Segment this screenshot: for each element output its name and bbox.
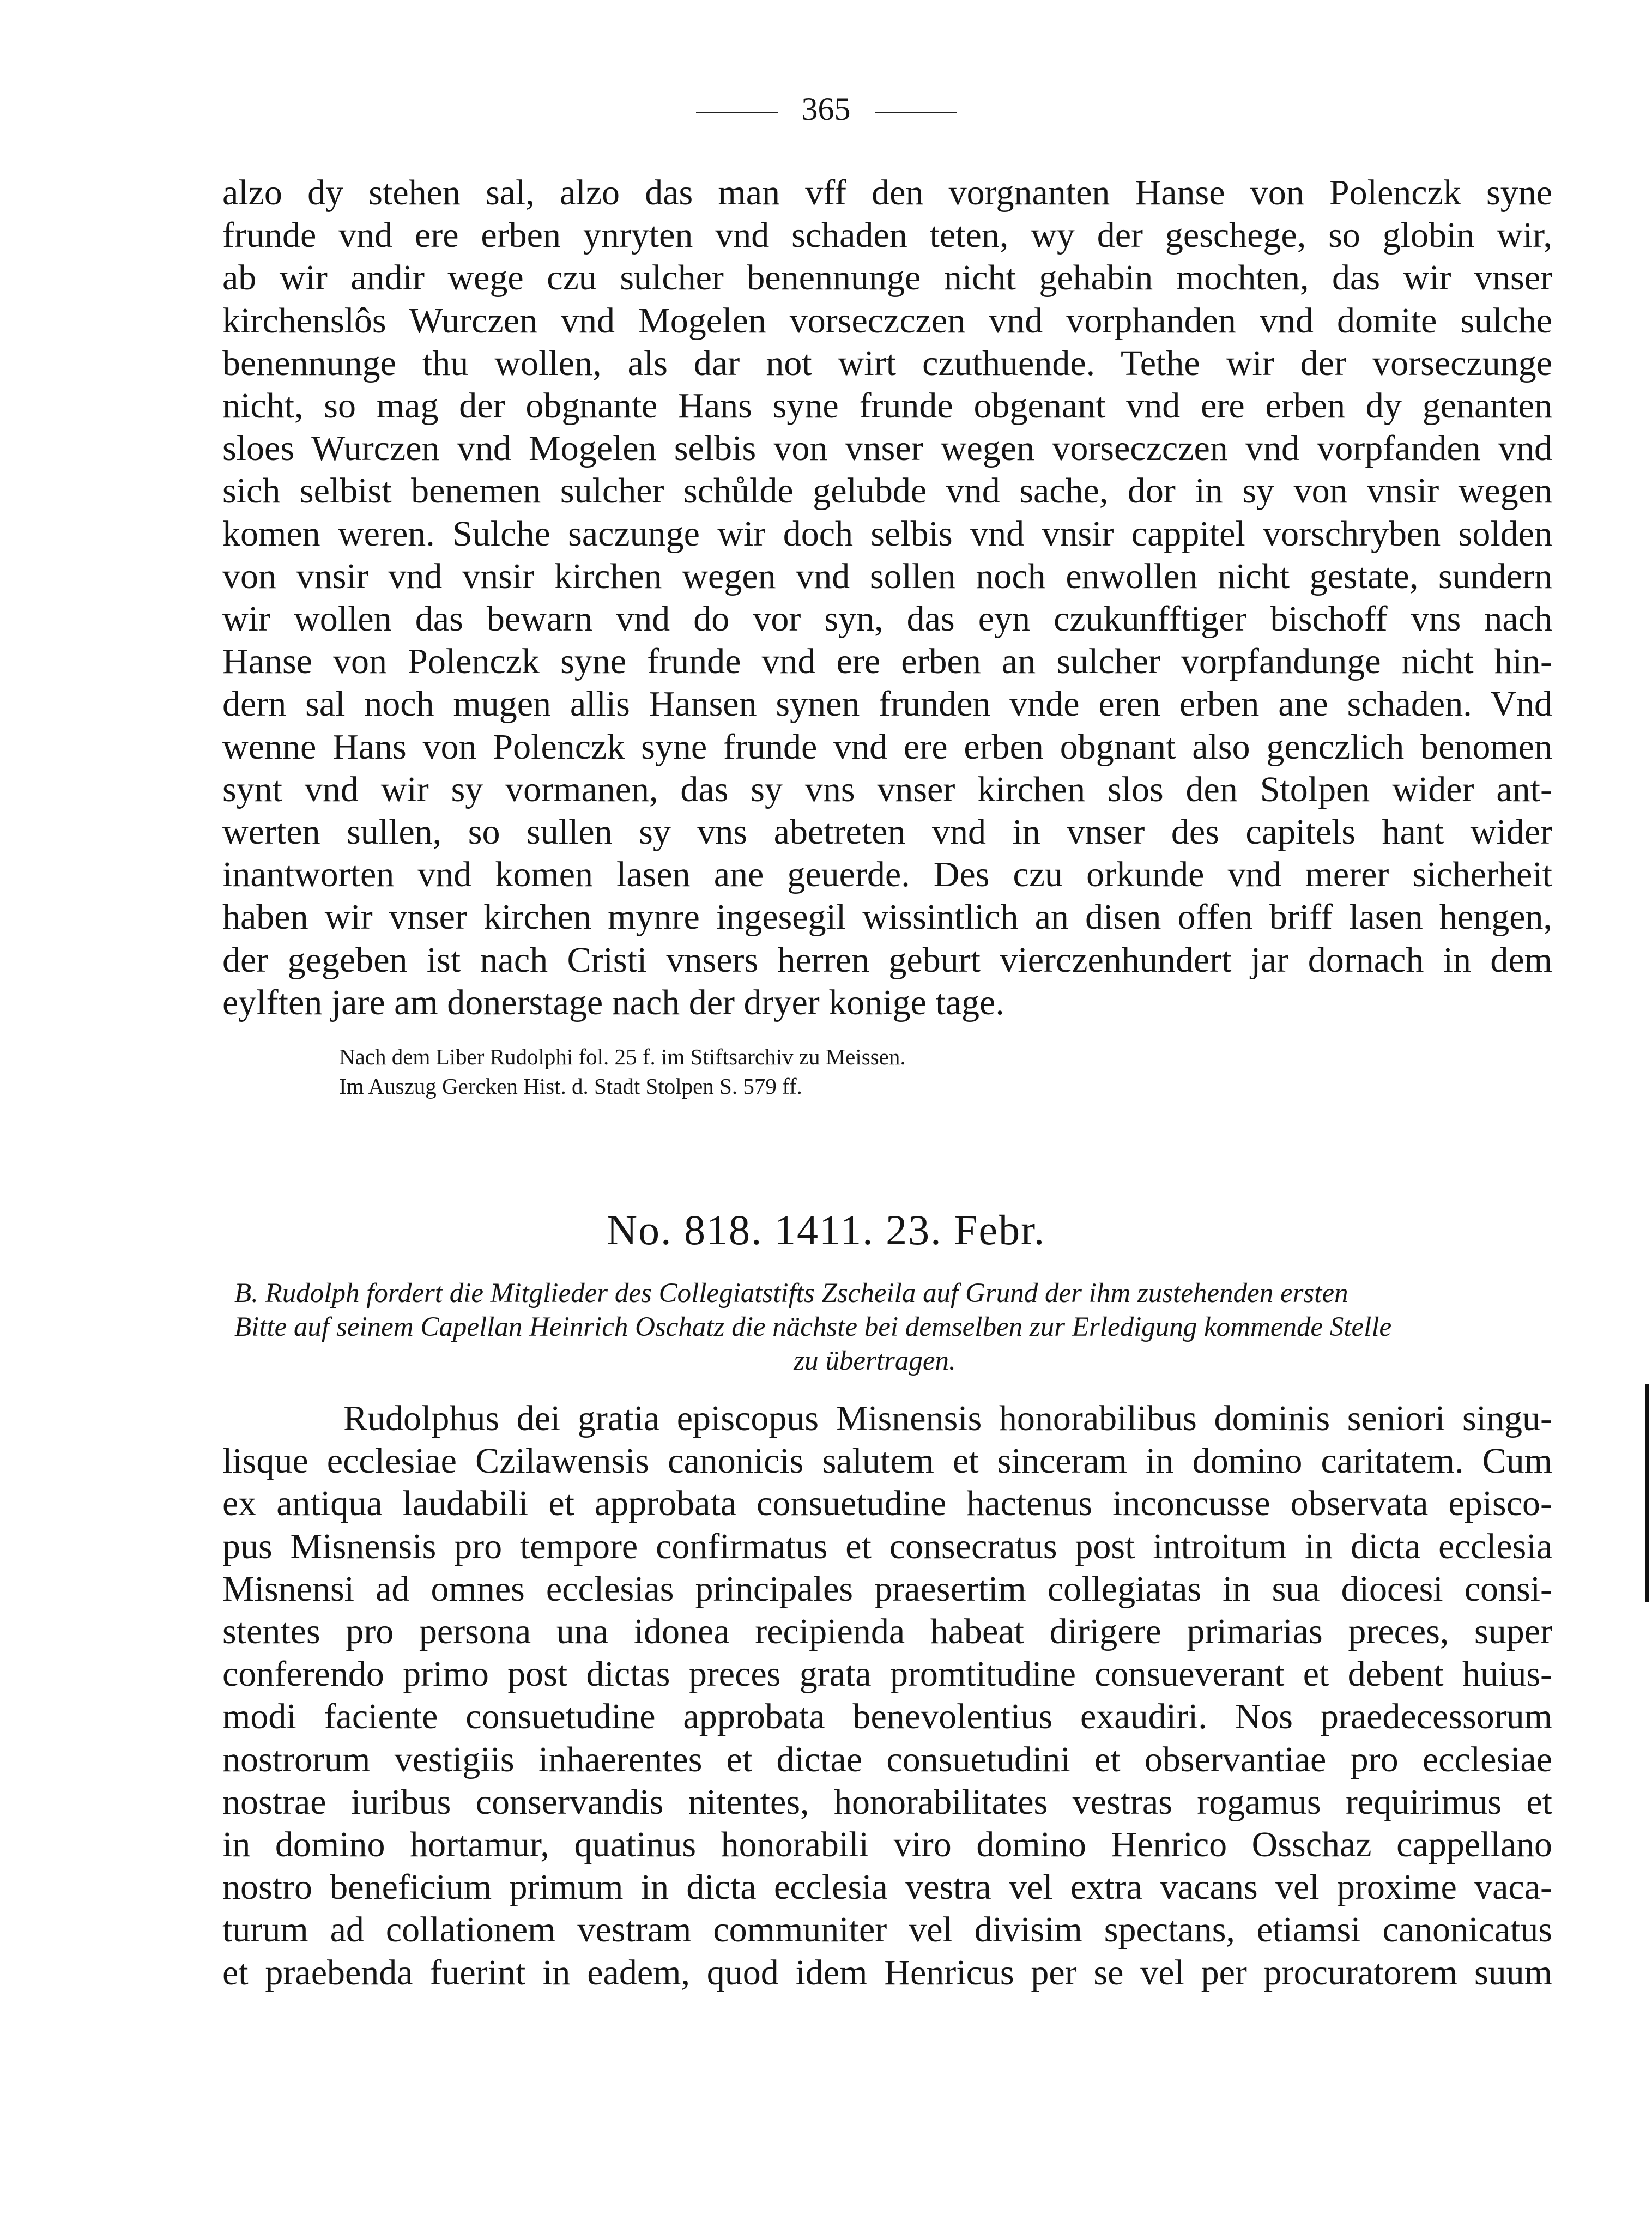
document-summary: [234, 1276, 1515, 1378]
text-line: turum ad collationem vestram communiter vel divisim spectans, etiamsi canonicatus: [222, 1910, 1552, 1950]
text-line: ab wir andir wege czu sulcher benennunge nicht gehabin mochten, das wir vnser: [222, 258, 1552, 298]
text-line: stentes pro persona una idonea recipienda habeat dirigere primarias preces, super: [222, 1612, 1552, 1652]
text-line: inantworten vnd komen lasen ane geuerde. Des czu orkunde vnd merer sicherheit: [222, 855, 1552, 895]
text-line: dern sal noch mugen allis Hansen synen frunden vnde eren erben ane schaden. Vnd: [222, 684, 1552, 724]
summary-line: B. Rudolph fordert die Mitglieder des Collegiatstifts Zscheila auf Grund der ihm zustehenden ersten: [234, 1278, 1348, 1309]
text-line: wir wollen das bewarn vnd do vor syn, das eyn czukunfftiger bischoff vns nach: [222, 599, 1552, 639]
text-line: modi faciente consuetudine approbata benevolentius exaudiri. Nos praedecessorum: [222, 1697, 1552, 1737]
source-notes: [339, 1042, 906, 1101]
text-line: kirchenslôs Wurczen vnd Mogelen vorseczczen vnd vorphanden vnd domite sulche: [222, 300, 1552, 341]
text-line: nostrae iuribus conservandis nitentes, honorabilitates vestras rogamus requirimus et: [222, 1782, 1552, 1822]
text-line: komen weren. Sulche saczunge wir doch selbis vnd vnsir cappitel vorschryben solden: [222, 513, 1552, 554]
text-line: nostrorum vestigiis inhaerentes et dictae consuetudini et observantiae pro ecclesiae: [222, 1739, 1552, 1779]
page-number: [0, 93, 1652, 125]
text-line: benennunge thu wollen, als dar not wirt czuthuende. Tethe wir der vorseczunge: [222, 343, 1552, 383]
text-line: haben wir vnser kirchen mynre ingesegil wissintlich an disen offen briff lasen hengen,: [222, 897, 1552, 937]
text-line: Rudolphus dei gratia episcopus Misnensis honorabilibus dominis seniori singu-: [343, 1398, 1552, 1438]
text-line: synt vnd wir sy vormanen, das sy vns vnser kirchen slos den Stolpen wider ant-: [222, 769, 1552, 809]
summary-line: Bitte auf seinem Capellan Heinrich Oschatz die nächste bei demselben zur Erledigung kommende Stelle: [234, 1312, 1392, 1342]
text-line: Hanse von Polenczk syne frunde vnd ere erben an sulcher vorpfandunge nicht hin-: [222, 641, 1552, 682]
summary-line: zu übertragen.: [794, 1346, 956, 1376]
source-note: Im Auszug Gercken Hist. d. Stadt Stolpen S. 579 ff.: [339, 1074, 802, 1099]
page-number-left-rule: [696, 112, 778, 113]
text-line: in domino hortamur, quatinus honorabili viro domino Henrico Osschaz cappellano: [222, 1825, 1552, 1865]
text-line: wenne Hans von Polenczk syne frunde vnd ere erben obgnant also genczlich benomen: [222, 726, 1552, 767]
document-text: [222, 1397, 1552, 1994]
text-line: ex antiqua laudabili et approbata consuetudine hactenus inconcusse observata episco-: [222, 1484, 1552, 1524]
continued-charter-text: [222, 172, 1552, 1024]
page-number-text: 365: [801, 91, 851, 127]
text-line: der gegeben ist nach Cristi vnsers herren geburt vierczenhundert jar dornach in dem: [222, 940, 1552, 980]
scan-edge-mark: [1645, 1384, 1649, 1602]
text-line: von vnsir vnd vnsir kirchen wegen vnd sollen noch enwollen nicht gestate, sundern: [222, 556, 1552, 596]
text-line: conferendo primo post dictas preces grata promtitudine consueverant et debent huius-: [222, 1654, 1552, 1694]
text-line: sloes Wurczen vnd Mogelen selbis von vnser wegen vorseczczen vnd vorpfanden vnd: [222, 428, 1552, 469]
source-note: Nach dem Liber Rudolphi fol. 25 f. im Stiftsarchiv zu Meissen.: [339, 1044, 906, 1069]
text-line: pus Misnensis pro tempore confirmatus et consecratus post introitum in dicta ecclesia: [222, 1526, 1552, 1566]
text-line: nostro beneficium primum in dicta ecclesia vestra vel extra vacans vel proxime vaca-: [222, 1867, 1552, 1908]
page-number-right-rule: [875, 112, 957, 113]
document-heading: No. 818. 1411. 23. Febr.: [606, 1206, 1046, 1254]
text-line: Misnensi ad omnes ecclesias principales praesertim collegiatas in sua diocesi consi-: [222, 1569, 1552, 1609]
text-line: lisque ecclesiae Czilawensis canonicis salutem et sinceram in domino caritatem. Cum: [222, 1441, 1552, 1481]
text-line: eylften jare am donerstage nach der dryer konige tage.: [222, 982, 1004, 1022]
text-line: et praebenda fuerint in eadem, quod idem Henricus per se vel per procuratorem suum: [222, 1952, 1552, 1993]
text-line: frunde vnd ere erben ynryten vnd schaden teten, wy der geschege, so globin wir,: [222, 215, 1552, 256]
text-line: alzo dy stehen sal, alzo das man vff den vorgnanten Hanse von Polenczk syne: [222, 173, 1552, 213]
text-line: werten sullen, so sullen sy vns abetreten vnd in vnser des capitels hant wider: [222, 812, 1552, 852]
text-line: nicht, so mag der obgnante Hans syne frunde obgenant vnd ere erben dy genanten: [222, 386, 1552, 426]
text-line: sich selbist benemen sulcher schůlde gelubde vnd sache, dor in sy von vnsir wegen: [222, 471, 1552, 511]
